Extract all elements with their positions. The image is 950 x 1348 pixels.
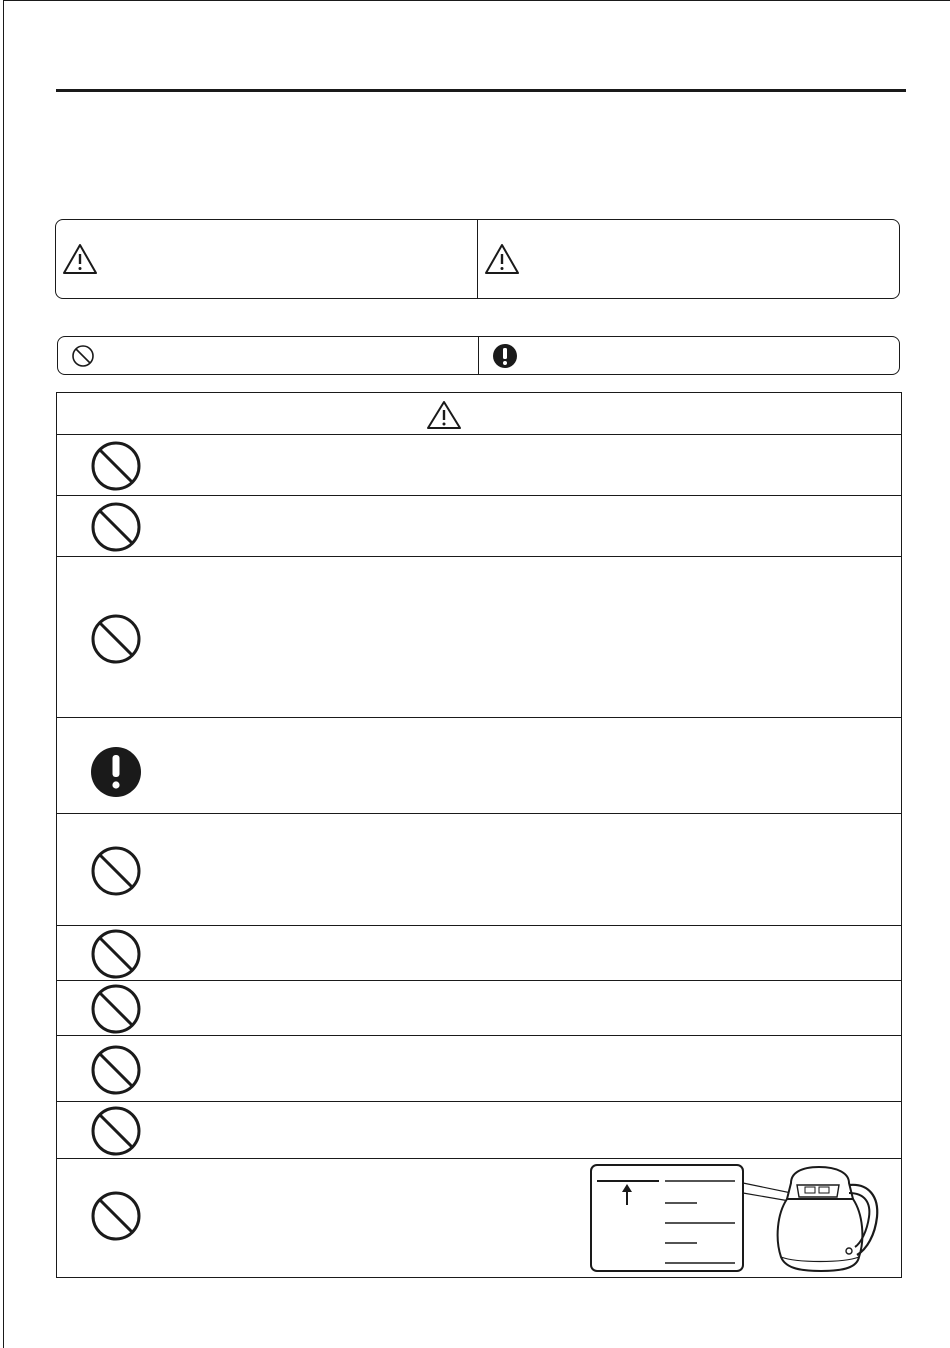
table-row (57, 557, 901, 718)
prohibited-icon (90, 501, 142, 553)
warning-table (56, 392, 902, 1278)
symbol-prohibited (58, 337, 478, 374)
kettle-water-level-figure (587, 1159, 887, 1277)
table-row (57, 1102, 901, 1159)
table-row (57, 1036, 901, 1102)
legend-warning (56, 220, 477, 298)
table-row (57, 814, 901, 926)
table-row (57, 981, 901, 1036)
warning-triangle-icon (62, 242, 98, 276)
legend-caution (477, 220, 899, 298)
table-row (57, 435, 901, 496)
hazard-level-legend (55, 219, 900, 299)
prohibited-icon (90, 440, 142, 492)
prohibited-icon (90, 845, 142, 897)
caution-triangle-icon (484, 242, 520, 276)
table-row (57, 1159, 901, 1277)
title-rule (56, 89, 906, 92)
symbol-legend (57, 336, 900, 375)
prohibited-small-icon (71, 344, 95, 368)
mandatory-icon (90, 746, 142, 798)
prohibited-icon (90, 613, 142, 665)
prohibited-icon (90, 1105, 142, 1157)
prohibited-icon (90, 1190, 142, 1242)
page-edge-left (3, 0, 4, 1348)
table-row (57, 718, 901, 814)
page-edge-top (3, 0, 950, 1)
symbol-mandatory (478, 337, 899, 374)
table-header (57, 393, 901, 435)
mandatory-small-icon (492, 343, 518, 369)
prohibited-icon (90, 928, 142, 980)
table-row (57, 496, 901, 557)
warning-triangle-icon (426, 399, 462, 431)
table-row (57, 926, 901, 981)
prohibited-icon (90, 1044, 142, 1096)
prohibited-icon (90, 983, 142, 1035)
